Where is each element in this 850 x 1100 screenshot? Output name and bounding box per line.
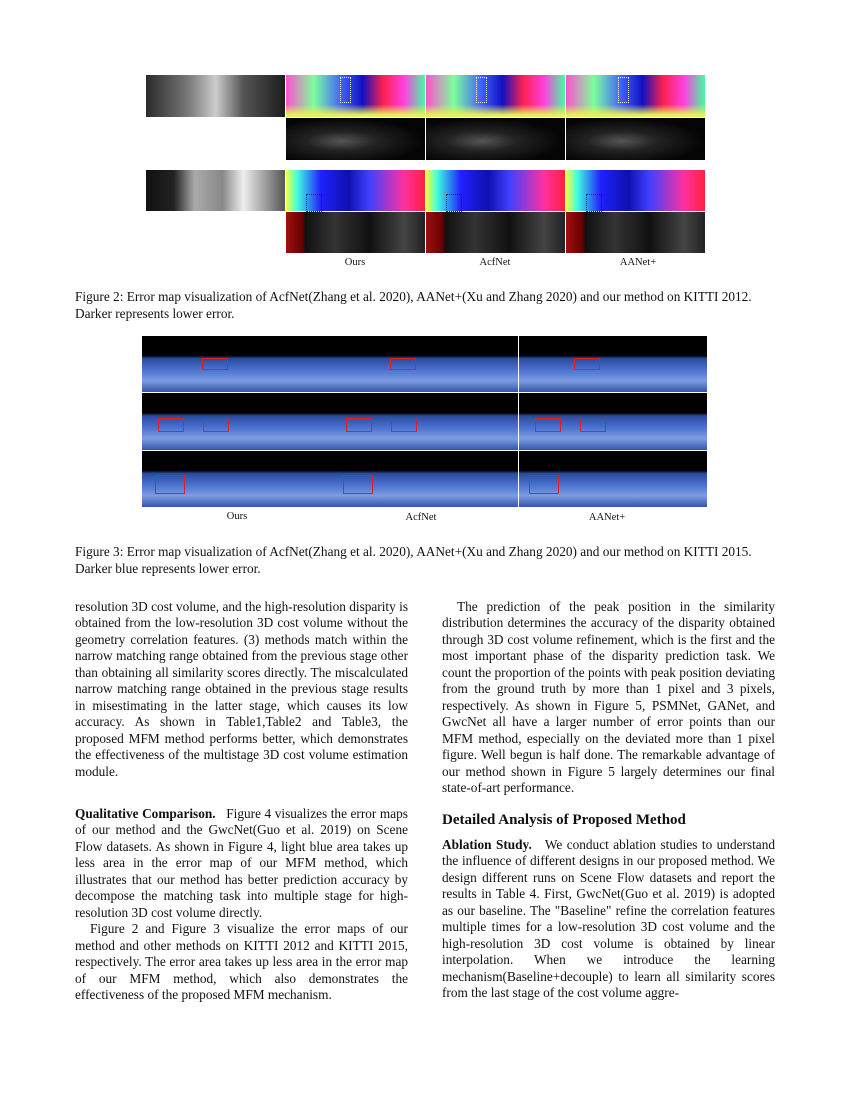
paragraph-lead: Qualitative Comparison. xyxy=(75,805,216,821)
error-map-aanet-row3 xyxy=(519,451,707,507)
figure-2-caption: Figure 2: Error map visualization of AcfNet(Zhang et al. 2020), AANet+(Xu and Zhang 2020) and our method on KITTI 2012. Darker represents lower error. xyxy=(75,289,752,321)
paragraph-body: Figure 4 visualizes the error maps of our method and the GwcNet(Guo et al. 2019) on Scene Flow datasets. As shown in Figure 4, light blue area takes up less area in the error map of our MFM method, which illustrates that our method has better prediction accuracy by decompose the matching task into multiple stage for high-resolution 3D cost volume directly. xyxy=(75,805,408,920)
paragraph: resolution 3D cost volume, and the high-resolution disparity is obtained from the low-resolution 3D cost volume without the geometry correlation features. (3) methods match within the narrow matching range obtained from the previous stage other than obtaining all similarity scores directly. The miscalculated narrow matching range obtained in the previous stage results in misestimating in the latter stage, which causes its low accuracy. As shown in Table1,Table2 and Table3, the proposed MFM method performs better, which demonstrates the effectiveness of the multistage 3D cost volume estimation module. xyxy=(75,599,408,779)
disparity-map-acfnet-1 xyxy=(426,75,565,117)
disparity-map-ours-1 xyxy=(286,75,425,117)
figure-2-label-ours: Ours xyxy=(344,257,366,268)
qualitative-comparison-paragraph xyxy=(75,806,408,921)
figure-2-label-aanet: AANet+ xyxy=(619,257,657,268)
right-column xyxy=(442,599,775,1001)
error-map-ours-row3 xyxy=(142,451,330,507)
error-map-aanet-1 xyxy=(566,118,705,160)
input-image-1 xyxy=(146,75,285,117)
error-map-ours-row1 xyxy=(142,336,330,392)
error-map-ours-1 xyxy=(286,118,425,160)
disparity-map-acfnet-2 xyxy=(426,170,565,211)
error-map-acfnet-row2 xyxy=(330,393,518,450)
figure-3-label-acfnet: AcfNet xyxy=(405,512,437,523)
ablation-study-paragraph xyxy=(442,837,775,1002)
paragraph: Figure 2 and Figure 3 visualize the error maps of our method and other methods on KITTI 2012 and KITTI 2015, respectively. The error area takes up less area in the error map of our MFM method, which also demonstrates the effectiveness of the proposed MFM mechanism. xyxy=(75,921,408,1002)
section-heading: Detailed Analysis of Proposed Method xyxy=(442,812,686,829)
figure-3-caption: Figure 3: Error map visualization of AcfNet(Zhang et al. 2020), AANet+(Xu and Zhang 2020) and our method on KITTI 2015. Darker blue represents lower error. xyxy=(75,544,752,576)
error-map-ours-2 xyxy=(286,212,425,253)
error-map-aanet-row2 xyxy=(519,393,707,450)
paragraph-body: We conduct ablation studies to understand the influence of different designs in our proposed method. We design different runs on Scene Flow datasets and report the results in Table 4. First, GwcNet(Guo et al. 2019) is adopted as our baseline. The "Baseline" refine the correlation features multiple times for a low-resolution 3D cost volume and the high-resolution 3D cost volume is obtained by linear interpolation. When we introduce the learning mechanism(Baseline+decouple) to learn all similarity scores from the last stage of the cost volume aggre- xyxy=(442,836,775,1000)
input-image-2 xyxy=(146,170,285,211)
error-map-acfnet-row3 xyxy=(330,451,518,507)
error-map-aanet-row1 xyxy=(519,336,707,392)
error-map-ours-row2 xyxy=(142,393,330,450)
disparity-map-aanet-1 xyxy=(566,75,705,117)
error-map-acfnet-row1 xyxy=(330,336,518,392)
paragraph-lead: Ablation Study. xyxy=(442,836,532,852)
error-map-aanet-2 xyxy=(566,212,705,253)
figure-2-label-acfnet: AcfNet xyxy=(479,257,511,268)
paragraph: The prediction of the peak position in the similarity distribution determines the accuracy of the disparity obtained through 3D cost volume refinement, which is the first and the most important phase of the disparity prediction task. We count the proportion of the points with peak position deviating from the ground truth by more than 1 pixel and 3 pixels, respectively. As shown in Figure 5, PSMNet, GANet, and GwcNet all have a larger number of error points than our MFM method, especially on the deviated more than 1 pixel figure. Well begun is half done. The remarkable advantage of our method shown in Figure 5 largely determines our final state-of-art performance. xyxy=(442,599,775,795)
left-column xyxy=(75,599,408,1003)
disparity-map-aanet-2 xyxy=(566,170,705,211)
figure-3-label-aanet: AANet+ xyxy=(588,512,626,523)
error-map-acfnet-1 xyxy=(426,118,565,160)
error-map-acfnet-2 xyxy=(426,212,565,253)
disparity-map-ours-2 xyxy=(286,170,425,211)
figure-3-label-ours: Ours xyxy=(226,511,248,522)
